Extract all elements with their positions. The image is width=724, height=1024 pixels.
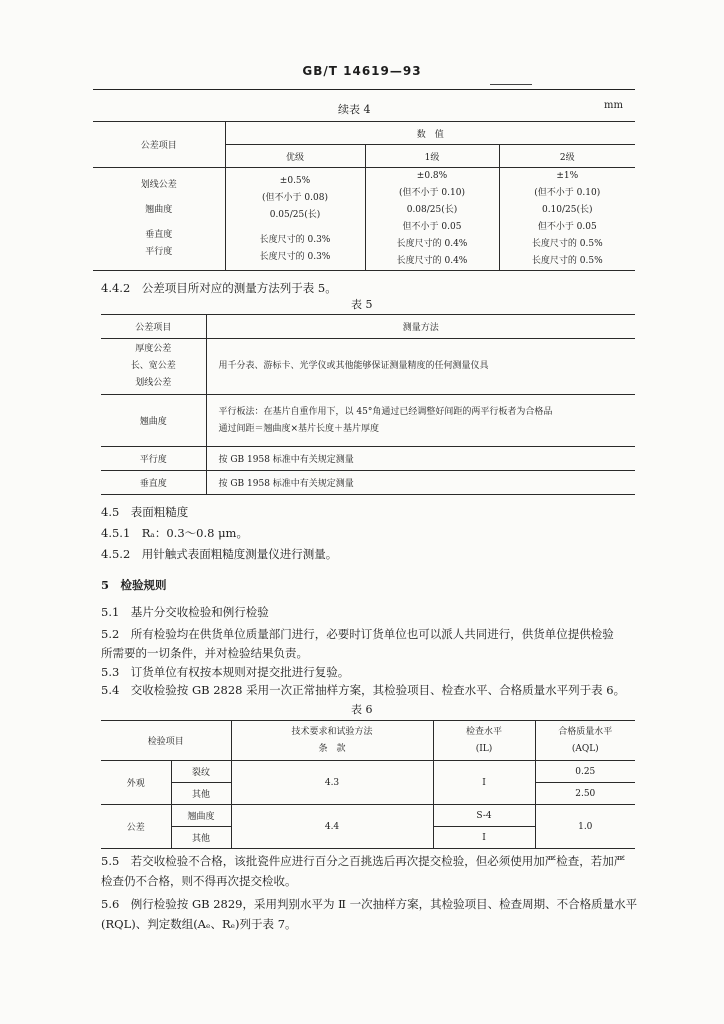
table6-subitem: 其他 bbox=[171, 827, 231, 849]
paragraph: 4.5.2 用针触式表面粗糙度测量仪进行测量。 bbox=[101, 547, 338, 561]
table4-cell: (但不小于 0.08) bbox=[262, 192, 328, 203]
table4-cell: ±0.5% bbox=[279, 175, 311, 186]
paragraph: 4.5.1 Rₐ：0.3～0.8 μm。 bbox=[101, 526, 248, 540]
table5-method: 平行板法：在基片自重作用下，以 45°角通过已经调整好间距的两平行板者为合格品 bbox=[218, 406, 553, 417]
paragraph: 4.5 表面粗糙度 bbox=[101, 505, 189, 519]
table5-method: 通过间距＝翘曲度×基片长度＋基片厚度 bbox=[218, 423, 380, 434]
table4-unit: mm bbox=[604, 100, 623, 111]
table4-row-labels bbox=[93, 168, 225, 271]
table5-item: 长、宽公差 bbox=[130, 361, 176, 371]
table6-subitem: 其他 bbox=[171, 783, 231, 805]
table4-cell: 长度尺寸的 0.4% bbox=[396, 256, 468, 266]
table5-item: 平行度 bbox=[139, 455, 167, 465]
paragraph: 5.4 交收检验按 GB 2828 采用一次正常抽样方案，其检验项目、检查水平、合格质量水平列于表 6。 bbox=[101, 683, 626, 697]
table6-head-aql-code: (AQL) bbox=[571, 743, 599, 754]
header-underline bbox=[490, 84, 532, 85]
table5-method: 按 GB 1958 标准中有关规定测量 bbox=[218, 479, 354, 489]
table4-cell: ±0.8% bbox=[416, 171, 448, 181]
table6-aql: 2.50 bbox=[535, 783, 635, 805]
paragraph: 检查仍不合格，则不得再次提交检收。 bbox=[101, 874, 297, 888]
table6-head-aql: 合格质量水平 bbox=[558, 726, 613, 737]
table4-cell: 0.05/25(长) bbox=[269, 209, 321, 220]
table6-group: 外观 bbox=[101, 761, 171, 805]
table4-title: 续表 4 bbox=[338, 103, 371, 116]
paragraph: 5.2 所有检验均在供货单位质量部门进行，必要时订货单位也可以派人共同进行，供货单位提供检验 bbox=[101, 627, 614, 641]
table4-grade: 1级 bbox=[365, 145, 499, 168]
table6 bbox=[101, 720, 635, 849]
table4-row-label: 垂直度 bbox=[145, 230, 173, 240]
table6-subitem: 裂纹 bbox=[171, 761, 231, 783]
table4-col-grade2 bbox=[365, 168, 499, 271]
header-rule bbox=[93, 89, 635, 90]
table4-cell: 长度尺寸的 0.4% bbox=[396, 239, 468, 249]
table4-cell: 0.08/25(长) bbox=[406, 205, 458, 215]
section-heading: 5 检验规则 bbox=[101, 578, 167, 592]
table4-cell: ±1% bbox=[556, 171, 579, 181]
table5-head-method: 测量方法 bbox=[206, 315, 635, 339]
table5-method: 用千分表、游标卡、光学仪或其他能够保证测量精度的任何测量仪具 bbox=[218, 361, 489, 371]
table4-cell: 长度尺寸的 0.3% bbox=[259, 234, 331, 245]
table4-col-grade3 bbox=[499, 168, 635, 271]
table5-item: 划线公差 bbox=[135, 378, 172, 388]
table6-title: 表 6 bbox=[351, 703, 373, 716]
paragraph: 5.1 基片分交收检验和例行检验 bbox=[101, 605, 269, 619]
table4-cell: (但不小于 0.10) bbox=[534, 188, 601, 198]
table6-aql: 0.25 bbox=[535, 761, 635, 783]
table5-head-item: 公差项目 bbox=[101, 315, 206, 339]
table4-row-label: 平行度 bbox=[145, 247, 173, 257]
table6-level: S-4 bbox=[433, 805, 535, 827]
table6-head-item: 检验项目 bbox=[101, 721, 231, 761]
table4-head-value: 数 值 bbox=[225, 122, 635, 145]
table4-cell: 但不小于 0.05 bbox=[537, 222, 597, 232]
paragraph: 5.6 例行检验按 GB 2829，采用判别水平为 Ⅱ 一次抽样方案，其检验项目、检查周期、不合格质量水平 bbox=[101, 897, 638, 911]
table5-item: 翘曲度 bbox=[139, 417, 167, 427]
table6-level: I bbox=[433, 827, 535, 849]
paragraph: (RQL)、判定数组(Aₑ、Rₑ)列于表 7。 bbox=[101, 917, 297, 931]
table6-head-level: 检查水平 bbox=[466, 726, 503, 737]
table5 bbox=[101, 314, 635, 495]
table6-head-level-code: (IL) bbox=[475, 743, 493, 754]
paragraph: 5.3 订货单位有权按本规则对提交批进行复验。 bbox=[101, 665, 350, 679]
table4-cell: 0.10/25(长) bbox=[541, 205, 593, 215]
table6-clause: 4.4 bbox=[231, 805, 433, 849]
table5-item: 厚度公差 bbox=[135, 344, 172, 354]
table4 bbox=[93, 121, 635, 271]
table4-row-label: 划线公差 bbox=[140, 180, 177, 190]
table4-row-label: 翘曲度 bbox=[145, 205, 173, 215]
table6-aql: 1.0 bbox=[535, 805, 635, 849]
table4-cell: 长度尺寸的 0.3% bbox=[259, 251, 331, 262]
standard-number: GB/T 14619—93 bbox=[302, 64, 422, 78]
table4-cell: 长度尺寸的 0.5% bbox=[531, 239, 603, 249]
table4-cell: (但不小于 0.10) bbox=[399, 188, 465, 198]
table4-grade: 2级 bbox=[499, 145, 635, 168]
paragraph: 5.5 若交收检验不合格，该批瓷件应进行百分之百挑选后再次提交检验，但必须使用加严检查，若加严 bbox=[101, 854, 626, 868]
table4-grade: 优级 bbox=[225, 145, 365, 168]
table6-level: I bbox=[433, 761, 535, 805]
table6-head-clause: 条 款 bbox=[318, 743, 346, 754]
table6-head-method: 技术要求和试验方法 bbox=[291, 726, 373, 737]
table5-title: 表 5 bbox=[351, 298, 373, 311]
table5-item: 垂直度 bbox=[139, 479, 167, 489]
table4-head-item: 公差项目 bbox=[93, 122, 225, 168]
paragraph: 所需要的一切条件，并对检验结果负责。 bbox=[101, 646, 308, 660]
table6-group: 公差 bbox=[101, 805, 171, 849]
table5-method: 按 GB 1958 标准中有关规定测量 bbox=[218, 455, 354, 465]
table4-col-grade1 bbox=[225, 168, 365, 271]
table6-clause: 4.3 bbox=[231, 761, 433, 805]
table6-subitem: 翘曲度 bbox=[171, 805, 231, 827]
table4-cell: 但不小于 0.05 bbox=[402, 222, 462, 232]
paragraph-4-4-2: 4.4.2 公差项目所对应的测量方法列于表 5。 bbox=[101, 281, 337, 295]
table4-cell: 长度尺寸的 0.5% bbox=[531, 256, 603, 266]
